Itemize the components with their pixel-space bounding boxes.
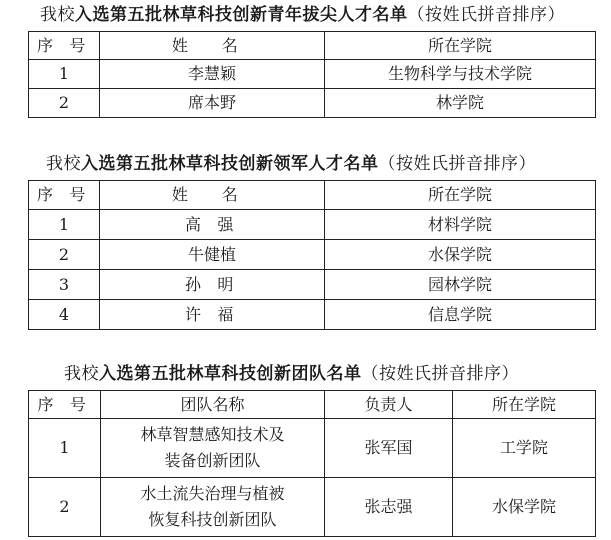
- section3-caption-strong: 入选第五批林草科技创新团队名单: [99, 364, 362, 384]
- youth-talent-table: [28, 31, 596, 118]
- header-name: 姓 名: [100, 32, 325, 60]
- section2-caption-prefix: 我校: [46, 154, 81, 174]
- row-college: 林学院: [325, 89, 596, 118]
- header-college: 所在学院: [325, 181, 596, 210]
- table-header-row: [29, 32, 596, 60]
- row-no: 4: [29, 300, 100, 330]
- section2-caption-suffix: （按姓氏拼音排序）: [378, 154, 536, 174]
- table-row: [29, 270, 596, 300]
- header-college: 所在学院: [325, 32, 596, 60]
- row-no: 2: [29, 89, 100, 118]
- header-college: 所在学院: [453, 391, 596, 419]
- row-no: 2: [29, 240, 100, 270]
- section2-caption-strong: 入选第五批林草科技创新领军人才名单: [81, 154, 379, 174]
- row-team-line1: 林草智慧感知技术及: [140, 425, 285, 444]
- section2-caption: [46, 154, 536, 174]
- row-no: 1: [29, 210, 100, 240]
- table-row: [29, 89, 596, 118]
- section1-caption-prefix: 我校: [40, 5, 75, 25]
- section3-caption-prefix: 我校: [64, 364, 99, 384]
- row-team-line1: 水土流失治理与植被: [140, 484, 285, 503]
- header-no: 序 号: [29, 391, 101, 419]
- row-no: 2: [29, 478, 101, 537]
- row-college: 工学院: [453, 419, 596, 478]
- row-team-line2: 装备创新团队: [164, 451, 261, 470]
- row-college: 生物科学与技术学院: [325, 60, 596, 89]
- section1-caption-strong: 入选第五批林草科技创新青年拔尖人才名单: [75, 5, 408, 25]
- table-row: [29, 419, 596, 478]
- header-leader: 负责人: [325, 391, 453, 419]
- row-college: 水保学院: [325, 240, 596, 270]
- section3-caption: [64, 364, 519, 384]
- innovation-team-table: [28, 390, 596, 537]
- row-name: 牛健植: [100, 240, 325, 270]
- header-team: 团队名称: [101, 391, 325, 419]
- row-name: 高 强: [100, 210, 325, 240]
- section3-caption-suffix: （按姓氏拼音排序）: [361, 364, 519, 384]
- row-name: 许 福: [100, 300, 325, 330]
- row-team-line2: 恢复科技创新团队: [148, 510, 277, 529]
- row-no: 3: [29, 270, 100, 300]
- row-team: [101, 419, 325, 478]
- row-no: 1: [29, 419, 101, 478]
- row-college: 信息学院: [325, 300, 596, 330]
- table-row: [29, 478, 596, 537]
- row-college: 水保学院: [453, 478, 596, 537]
- table-header-row: [29, 391, 596, 419]
- table-row: [29, 210, 596, 240]
- row-leader: 张军国: [325, 419, 453, 478]
- row-name: 席本野: [100, 89, 325, 118]
- table-header-row: [29, 181, 596, 210]
- row-no: 1: [29, 60, 100, 89]
- row-team: [101, 478, 325, 537]
- header-no: 序 号: [29, 32, 100, 60]
- row-college: 园林学院: [325, 270, 596, 300]
- row-college: 材料学院: [325, 210, 596, 240]
- row-leader: 张志强: [325, 478, 453, 537]
- row-name: 孙 明: [100, 270, 325, 300]
- table-row: [29, 60, 596, 89]
- table-row: [29, 240, 596, 270]
- table-row: [29, 300, 596, 330]
- header-no: 序 号: [29, 181, 100, 210]
- section1-caption-suffix: （按姓氏拼音排序）: [407, 5, 565, 25]
- row-name: 李慧颖: [100, 60, 325, 89]
- header-name: 姓 名: [100, 181, 325, 210]
- leader-talent-table: [28, 180, 596, 330]
- section1-caption: [40, 5, 565, 25]
